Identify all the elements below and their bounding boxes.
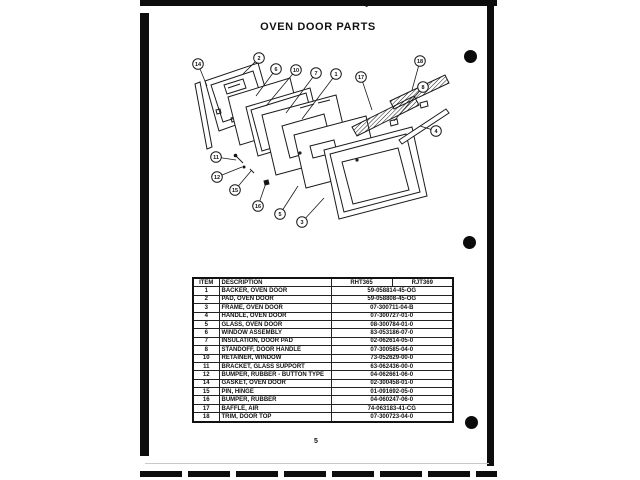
- cell-part-number: 59-058808-45-OG: [331, 295, 453, 303]
- callout-number: 11: [213, 155, 219, 161]
- cell-description: GLASS, OVEN DOOR: [219, 320, 331, 328]
- cell-description: RETAINER, WINDOW: [219, 354, 331, 362]
- cell-description: BUMPER, RUBBER - BUTTON TYPE: [219, 371, 331, 379]
- cell-item-number: 8: [193, 346, 219, 354]
- cell-item-number: 18: [193, 413, 219, 422]
- cell-item-number: 16: [193, 396, 219, 404]
- callout-number: 18: [416, 59, 424, 65]
- callout-number: 7: [314, 71, 318, 77]
- cell-item-number: 17: [193, 404, 219, 412]
- cell-part-number: 59-058814-45-OG: [331, 287, 453, 295]
- cell-item-number: 6: [193, 329, 219, 337]
- table-row: [193, 329, 453, 337]
- page-border-top: [140, 0, 497, 6]
- cell-part-number: 73-052629-00-0: [331, 354, 453, 362]
- cell-description: PIN, HINGE: [219, 388, 331, 396]
- cell-description: BRACKET, GLASS SUPPORT: [219, 362, 331, 370]
- cell-item-number: 7: [193, 337, 219, 345]
- page-border-left: [140, 13, 149, 456]
- table-row: [193, 379, 453, 387]
- cell-description: FRAME, OVEN DOOR: [219, 304, 331, 312]
- callout-number: 16: [254, 204, 262, 210]
- callout-number: 14: [194, 62, 202, 68]
- cell-item-number: 15: [193, 388, 219, 396]
- cell-part-number: 07-300711-04-B: [331, 304, 453, 312]
- page-number: 5: [314, 438, 318, 445]
- cell-item-number: 11: [193, 362, 219, 370]
- table-row: [193, 388, 453, 396]
- cell-description: BAFFLE, AIR: [219, 404, 331, 412]
- part-hinge-pin: [234, 154, 243, 163]
- part-door-trim: [390, 75, 449, 109]
- table-row: [193, 371, 453, 379]
- cell-item-number: 2: [193, 295, 219, 303]
- registration-dot: [463, 236, 476, 249]
- page-border-right: [487, 3, 494, 466]
- table-row: [193, 312, 453, 320]
- cell-part-number: 07-300723-04-0: [331, 413, 453, 422]
- callout-number: 2: [257, 56, 261, 62]
- cell-item-number: 1: [193, 287, 219, 295]
- part-bumper-button: [243, 166, 246, 169]
- cell-description: PAD, OVEN DOOR: [219, 295, 331, 303]
- table-row: [193, 295, 453, 303]
- table-row: [193, 287, 453, 295]
- callout-number: 4: [434, 129, 438, 135]
- callout-number: 12: [213, 175, 221, 181]
- cell-part-number: 04-062661-06-0: [331, 371, 453, 379]
- cell-part-number: 83-053186-07-0: [331, 329, 453, 337]
- cell-item-number: 5: [193, 320, 219, 328]
- cell-description: WINDOW ASSEMBLY: [219, 329, 331, 337]
- cell-description: HANDLE, OVEN DOOR: [219, 312, 331, 320]
- cell-description: TRIM, DOOR TOP: [219, 413, 331, 422]
- part-handle-standoff: [390, 119, 398, 126]
- cell-part-number: 07-300727-01-0: [331, 312, 453, 320]
- parts-table: [192, 277, 454, 423]
- cell-description: BACKER, OVEN DOOR: [219, 287, 331, 295]
- part-door-handle: [399, 109, 449, 144]
- scan-edge-bottom: [140, 471, 497, 477]
- cell-description: GASKET, OVEN DOOR: [219, 379, 331, 387]
- callout-number: 17: [357, 75, 365, 81]
- callout-number: 15: [231, 188, 239, 194]
- column-header-description: DESCRIPTION: [219, 278, 331, 287]
- table-row: [193, 396, 453, 404]
- cell-item-number: 12: [193, 371, 219, 379]
- callout-number: 1: [334, 72, 338, 78]
- table-row: [193, 362, 453, 370]
- column-header-model-rjt369: RJT369: [392, 278, 453, 287]
- cell-item-number: 14: [193, 379, 219, 387]
- column-header-item: ITEM: [193, 278, 219, 287]
- cell-part-number: 63-062436-00-0: [331, 362, 453, 370]
- part-rubber-bumper: [264, 180, 269, 185]
- table-row: [193, 337, 453, 345]
- table-row: [193, 413, 453, 422]
- cell-part-number: 01-091692-05-0: [331, 388, 453, 396]
- callout-number: 5: [278, 212, 282, 218]
- part-handle-standoff: [420, 101, 428, 108]
- table-row: [193, 354, 453, 362]
- cell-part-number: 04-060247-06-0: [331, 396, 453, 404]
- cell-part-number: 07-300585-04-0: [331, 346, 453, 354]
- cell-part-number: 02-062614-05-0: [331, 337, 453, 345]
- table-row: [193, 404, 453, 412]
- callout-number: 3: [300, 220, 304, 226]
- exploded-parts-diagram: [180, 50, 480, 235]
- column-header-model-rht365: RHT365: [331, 278, 392, 287]
- callout-number: 6: [274, 67, 278, 73]
- cell-description: BUMPER, RUBBER: [219, 396, 331, 404]
- table-row: [193, 320, 453, 328]
- cell-item-number: 3: [193, 304, 219, 312]
- cell-part-number: 02-300458-01-0: [331, 379, 453, 387]
- callout-number: 8: [421, 85, 425, 91]
- page-title: OVEN DOOR PARTS: [260, 21, 376, 33]
- cell-description: STANDOFF, DOOR HANDLE: [219, 346, 331, 354]
- cell-part-number: 08-300784-01-0: [331, 320, 453, 328]
- cell-item-number: 10: [193, 354, 219, 362]
- callout-number: 10: [292, 68, 300, 74]
- table-header-row: [193, 278, 453, 287]
- cell-item-number: 4: [193, 312, 219, 320]
- cell-description: INSULATION, DOOR PAD: [219, 337, 331, 345]
- cell-part-number: 74-063183-41-CG: [331, 404, 453, 412]
- table-row: [193, 346, 453, 354]
- table-row: [193, 304, 453, 312]
- registration-dot: [465, 416, 478, 429]
- page-edge-bottom: [145, 463, 489, 464]
